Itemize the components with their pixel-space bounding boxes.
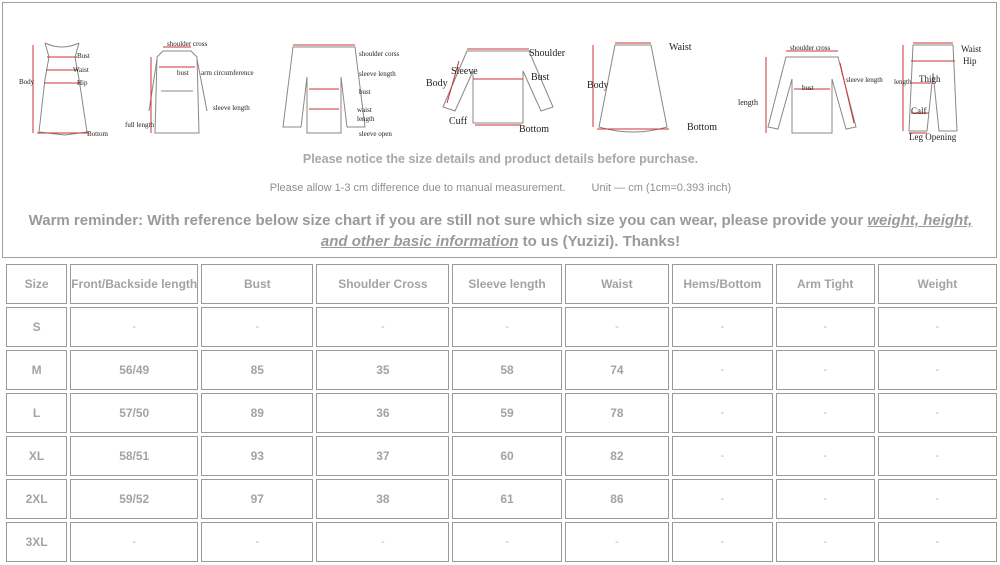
coat-full-length-label: full length: [125, 121, 154, 129]
top-bust-label: Bust: [531, 72, 550, 83]
sweater-sketch-icon: [736, 37, 886, 147]
table-row: [6, 479, 997, 519]
table-cell: 35: [316, 350, 449, 390]
table-cell: 56/49: [70, 350, 198, 390]
sweater-diagram: [736, 37, 886, 147]
table-cell: -: [878, 393, 997, 433]
table-cell: 57/50: [70, 393, 198, 433]
jacket-bust-label: bust: [359, 88, 371, 96]
reminder-text-2: to us (Yuzizi). Thanks!: [518, 233, 681, 250]
table-cell: -: [878, 479, 997, 519]
reminder-text-1: Warm reminder: With reference below size chart if you are still not sure which size you can wear, please provide your: [28, 212, 868, 229]
table-row: [6, 307, 997, 347]
warm-reminder: [3, 210, 998, 252]
table-cell: 60: [452, 436, 561, 476]
pants-thigh-label: Thigh: [919, 74, 941, 84]
column-header: Weight: [878, 264, 997, 304]
table-cell: -: [672, 436, 773, 476]
dress-waist-label: Waist: [73, 66, 89, 74]
table-cell: 59/52: [70, 479, 198, 519]
column-header: Bust: [201, 264, 313, 304]
table-row: [6, 436, 997, 476]
size-label-cell: S: [6, 307, 67, 347]
table-cell: 86: [565, 479, 669, 519]
sweater-sleeve-length-label: sleeve length: [846, 76, 883, 84]
skirt-bottom-label: Bottom: [687, 122, 718, 133]
reminder-emphasis-1: weight, height,: [867, 212, 973, 229]
table-cell: 74: [565, 350, 669, 390]
coat-bust-label: bust: [177, 69, 189, 77]
table-row: [6, 522, 997, 562]
table-cell: 58: [452, 350, 561, 390]
pants-length-label: length: [894, 78, 912, 86]
table-cell: -: [776, 350, 875, 390]
size-chart-table: [3, 261, 1000, 565]
notice-line-2: [3, 182, 998, 194]
table-cell: -: [776, 522, 875, 562]
table-cell: -: [316, 522, 449, 562]
table-cell: 36: [316, 393, 449, 433]
dress-bottom-label: Bottom: [87, 130, 109, 138]
coat-arm-circumference-label: arm circumference: [201, 69, 254, 77]
table-cell: -: [565, 307, 669, 347]
table-cell: 37: [316, 436, 449, 476]
jacket-shoulder-cross-label: shoulder corss: [359, 50, 400, 58]
table-cell: -: [672, 393, 773, 433]
dress-sketch-icon: [17, 37, 127, 147]
dress-diagram: [17, 37, 127, 147]
size-label-cell: XL: [6, 436, 67, 476]
size-guide-header: [2, 2, 997, 258]
column-header: Shoulder Cross: [316, 264, 449, 304]
dress-bust-label: Bust: [77, 52, 90, 60]
table-cell: 61: [452, 479, 561, 519]
table-cell: -: [201, 307, 313, 347]
table-cell: 93: [201, 436, 313, 476]
jacket-waist-label: waist: [357, 106, 372, 114]
table-cell: 38: [316, 479, 449, 519]
skirt-diagram: [583, 37, 733, 147]
table-cell: -: [70, 307, 198, 347]
column-header: Arm Tight: [776, 264, 875, 304]
table-cell: 78: [565, 393, 669, 433]
top-bottom-label: Bottom: [519, 124, 550, 135]
size-label-cell: 2XL: [6, 479, 67, 519]
table-cell: 89: [201, 393, 313, 433]
table-cell: -: [878, 522, 997, 562]
sweater-bust-label: bust: [802, 84, 814, 92]
unit-note: Unit — cm (1cm=0.393 inch): [591, 182, 732, 194]
sweater-length-label: length: [738, 98, 758, 107]
table-cell: -: [452, 522, 561, 562]
table-cell: -: [672, 307, 773, 347]
table-cell: -: [316, 307, 449, 347]
table-row: [6, 393, 997, 433]
sweater-shoulder-cross-label: shoulder cross: [790, 44, 831, 52]
top-sleeve-label: Sleeve: [451, 66, 478, 77]
column-header: Waist: [565, 264, 669, 304]
table-cell: 82: [565, 436, 669, 476]
table-cell: 97: [201, 479, 313, 519]
notice-line-1: Please notice the size details and product details before purchase.: [302, 152, 699, 166]
table-cell: -: [452, 307, 561, 347]
table-cell: -: [776, 307, 875, 347]
size-label-cell: L: [6, 393, 67, 433]
reminder-emphasis-2: and other basic information: [320, 233, 519, 250]
table-row: [6, 350, 997, 390]
top-cuff-label: Cuff: [449, 116, 468, 127]
table-cell: 59: [452, 393, 561, 433]
jacket-sleeve-length-label: sleeve length: [359, 70, 396, 78]
top-diagram: [421, 37, 581, 147]
table-header-row: [6, 264, 997, 304]
skirt-waist-label: Waist: [669, 42, 692, 53]
jacket-sleeve-open-label: sleeve open: [359, 130, 392, 138]
pants-diagram: [891, 37, 995, 147]
coat-shoulder-cross-label: shoulder cross: [167, 40, 208, 48]
table-cell: -: [565, 522, 669, 562]
table-cell: -: [776, 393, 875, 433]
measurement-note: Please allow 1-3 cm difference due to manual measurement.: [269, 182, 566, 194]
table-cell: -: [70, 522, 198, 562]
dress-hip-label: Hip: [77, 79, 88, 87]
table-cell: -: [672, 479, 773, 519]
dress-body-label: Body: [19, 78, 35, 86]
column-header: Hems/Bottom: [672, 264, 773, 304]
jacket-diagram: [271, 37, 411, 147]
top-shoulder-label: Shoulder: [529, 48, 566, 59]
table-cell: -: [672, 522, 773, 562]
table-cell: -: [878, 350, 997, 390]
pants-hip-label: Hip: [963, 56, 977, 66]
pants-leg-opening-label: Leg Opening: [909, 132, 957, 142]
table-cell: 58/51: [70, 436, 198, 476]
table-cell: -: [201, 522, 313, 562]
table-cell: -: [776, 479, 875, 519]
table-cell: 85: [201, 350, 313, 390]
coat-sketch-icon: [121, 37, 261, 147]
top-body-label: Body: [426, 78, 448, 89]
skirt-body-label: Body: [587, 80, 609, 91]
column-header: Sleeve length: [452, 264, 561, 304]
size-label-cell: M: [6, 350, 67, 390]
pants-waist-label: Waist: [961, 44, 982, 54]
table-cell: -: [672, 350, 773, 390]
jacket-length-label: length: [357, 115, 375, 123]
size-label-cell: 3XL: [6, 522, 67, 562]
table-cell: -: [776, 436, 875, 476]
column-header: Size: [6, 264, 67, 304]
coat-sleeve-length-label: sleeve length: [213, 104, 250, 112]
table-cell: -: [878, 436, 997, 476]
coat-diagram: [121, 37, 261, 147]
column-header: Front/Backside length: [70, 264, 198, 304]
table-cell: -: [878, 307, 997, 347]
pants-calf-label: Calf: [911, 106, 927, 116]
